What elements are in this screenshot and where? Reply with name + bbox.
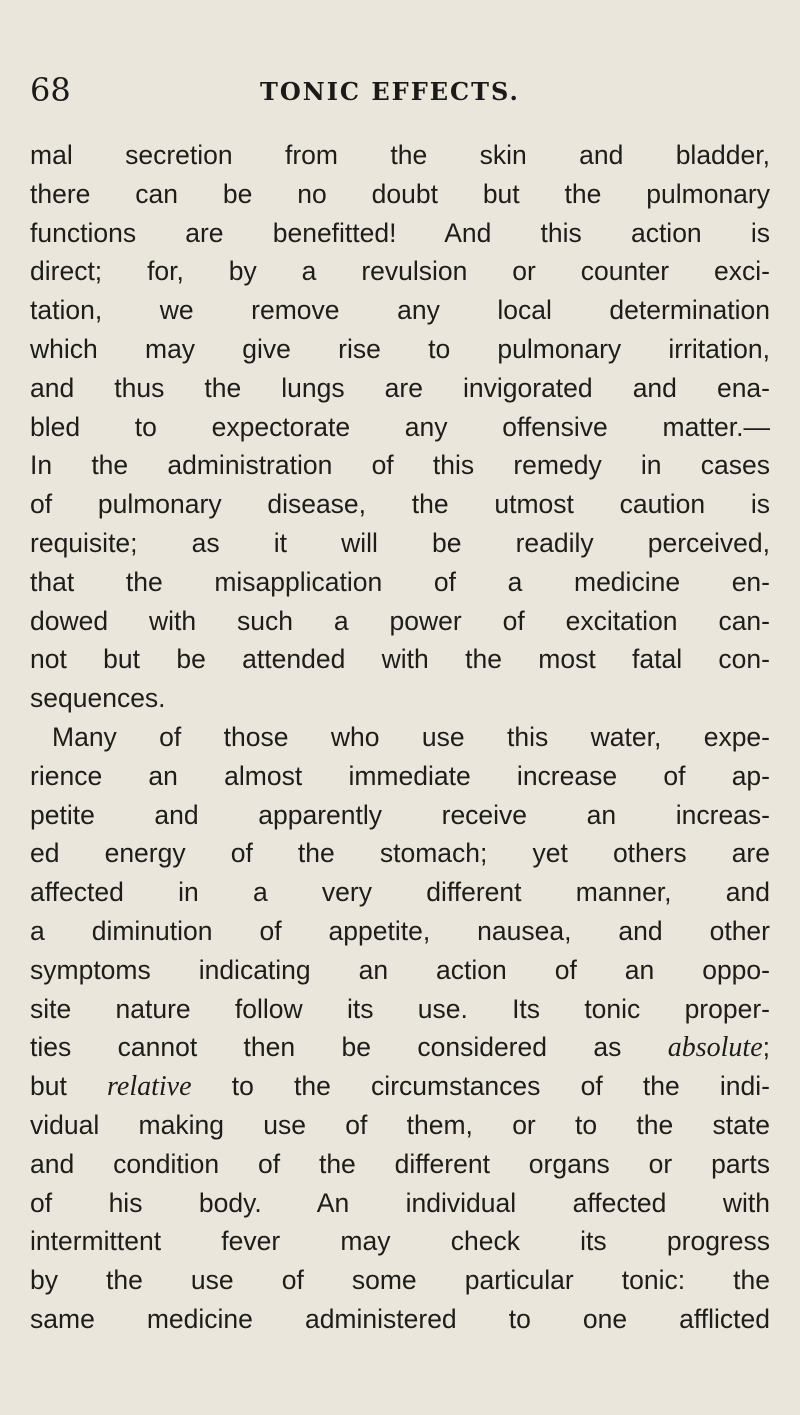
text-line: mal secretion from the skin and bladder, xyxy=(30,140,770,170)
italic-word: relative xyxy=(107,1071,192,1103)
text-line: sequences. xyxy=(30,683,166,714)
text-line: by the use of some particular tonic: the xyxy=(30,1265,770,1296)
page-number: 68 xyxy=(30,71,71,109)
text-line: Many of those who use this water, expe- xyxy=(52,721,770,752)
text-line-with-italic xyxy=(30,1067,770,1106)
text-line: same medicine administered to one afflicted xyxy=(30,1303,770,1334)
text-line: In the administration of this remedy in cases xyxy=(30,450,770,481)
text-line: and thus the lungs are invigorated and ena- xyxy=(30,372,770,403)
text-line: a diminution of appetite, nausea, and other xyxy=(30,915,770,946)
text-line: rience an almost immediate increase of ap- xyxy=(30,760,770,791)
text-line: ed energy of the stomach; yet others are xyxy=(30,838,770,869)
text-segment: ties cannot then be considered as xyxy=(30,1032,622,1063)
text-line: which may give rise to pulmonary irritation, xyxy=(30,333,770,364)
text-line: that the misapplication of a medicine en- xyxy=(30,566,770,597)
page-header xyxy=(30,70,750,110)
text-line: affected in a very different manner, and xyxy=(30,877,770,908)
text-line: of pulmonary disease, the utmost caution is xyxy=(30,489,770,520)
text-line: site nature follow its use. Its tonic proper- xyxy=(30,993,770,1024)
text-line: direct; for, by a revulsion or counter exci- xyxy=(30,256,770,287)
text-line: intermittent fever may check its progress xyxy=(30,1226,770,1257)
text-line: and condition of the different organs or parts xyxy=(30,1148,770,1179)
running-head: TONIC EFFECTS. xyxy=(260,77,520,106)
text-line: petite and apparently receive an increas- xyxy=(30,799,770,830)
text-line: symptoms indicating an action of an oppo- xyxy=(30,954,770,985)
text-line: requisite; as it will be readily perceived, xyxy=(30,527,770,558)
text-line: not but be attended with the most fatal con- xyxy=(30,644,770,675)
text-line-with-italic xyxy=(30,1028,770,1067)
text-line: of his body. An individual affected with xyxy=(30,1187,770,1218)
text-segment: to the circumstances of the indi- xyxy=(231,1071,770,1102)
text-segment: ; xyxy=(762,1032,770,1063)
italic-word: absolute xyxy=(667,1032,763,1064)
text-line: there can be no doubt but the pulmonary xyxy=(30,178,770,209)
text-line: tation, we remove any local determination xyxy=(30,295,770,326)
text-line: dowed with such a power of excitation can- xyxy=(30,605,770,636)
text-line: bled to expectorate any offensive matter.— xyxy=(30,411,770,442)
text-line: functions are benefitted! And this action is xyxy=(30,217,770,248)
text-segment: but xyxy=(30,1071,67,1102)
body-text xyxy=(30,136,770,1339)
text-line: vidual making use of them, or to the state xyxy=(30,1109,770,1140)
